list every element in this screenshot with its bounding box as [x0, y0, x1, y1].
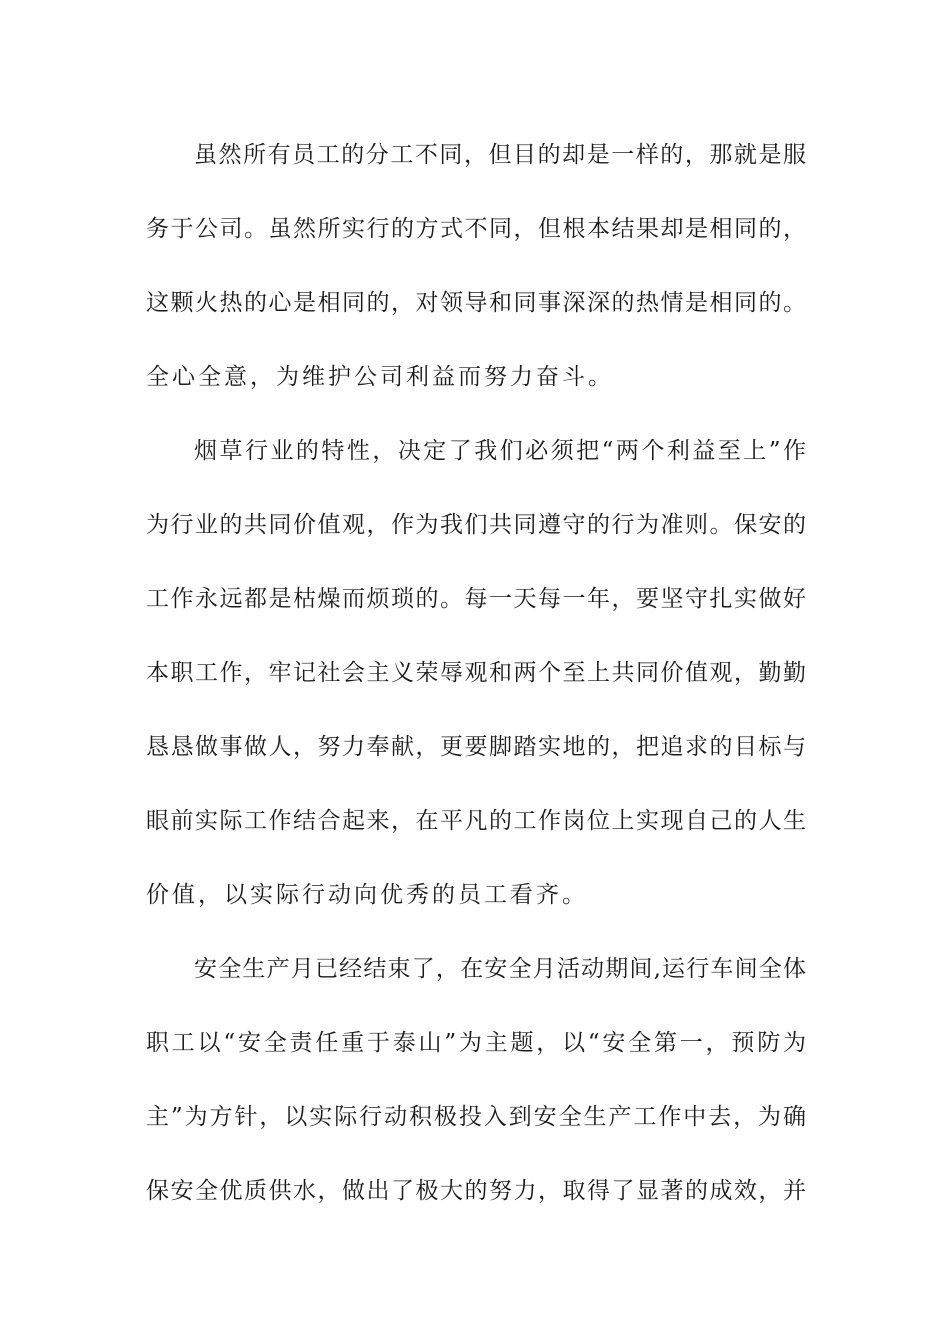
- paragraph-1-line-4: 全心全意，为维护公司利益而努力奋斗。: [146, 364, 614, 390]
- paragraph-1-line-3: 这颗火热的心是相同的，对领导和同事深深的热情是相同的。: [146, 290, 806, 316]
- paragraph-2-line-7: 价值，以实际行动向优秀的员工看齐。: [146, 882, 588, 908]
- paragraph-3-line-3: 主”为方针，以实际行动积极投入到安全生产工作中去，为确: [146, 1104, 806, 1130]
- paragraph-3-line-4: 保安全优质供水，做出了极大的努力，取得了显著的成效，并: [146, 1178, 806, 1204]
- paragraph-1-line-2: 务于公司。虽然所实行的方式不同，但根本结果却是相同的，: [146, 216, 806, 242]
- paragraph-3-line-1: 安全生产月已经结束了，在安全月活动期间,运行车间全体: [194, 956, 806, 982]
- paragraph-1-line-1: 虽然所有员工的分工不同，但目的却是一样的，那就是服: [194, 142, 806, 168]
- paragraph-2-line-5: 恳恳做事做人，努力奉献，更要脚踏实地的，把追求的目标与: [146, 734, 806, 760]
- paragraph-2-line-3: 工作永远都是枯燥而烦琐的。每一天每一年，要坚守扎实做好: [146, 586, 806, 612]
- paragraph-2-line-4: 本职工作，牢记社会主义荣辱观和两个至上共同价值观，勤勤: [146, 660, 806, 686]
- paragraph-2-line-2: 为行业的共同价值观，作为我们共同遵守的行为准则。保安的: [146, 512, 806, 538]
- paragraph-2-line-6: 眼前实际工作结合起来，在平凡的工作岗位上实现自己的人生: [146, 808, 806, 834]
- paragraph-2-line-1: 烟草行业的特性，决定了我们必须把“两个利益至上”作: [194, 438, 806, 464]
- paragraph-3-line-2: 职工以“安全责任重于泰山”为主题，以“安全第一，预防为: [146, 1030, 806, 1056]
